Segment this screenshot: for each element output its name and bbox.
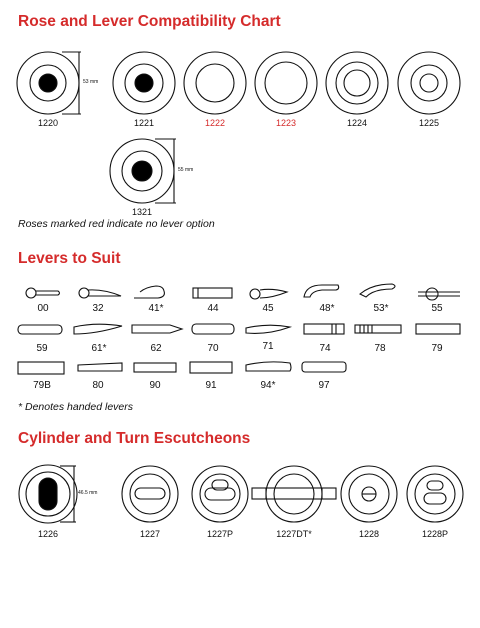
escutcheon-label-1227: 1227: [139, 529, 161, 539]
escutcheon-label-1228P: 1228P: [421, 529, 449, 539]
lever-90-drawing: [134, 363, 176, 372]
lever-label-59: 59: [36, 343, 48, 354]
lever-48-drawing: [304, 285, 339, 297]
lever-79B-drawing: [18, 362, 64, 374]
rose-chart-heading: Rose and Lever Compatibility Chart: [18, 13, 281, 30]
escutcheon-label-1227DT: 1227DT*: [276, 529, 312, 539]
lever-79-drawing: [416, 324, 460, 334]
lever-label-32: 32: [92, 303, 104, 314]
escutcheon-1227-drawing: [122, 466, 178, 522]
rose-1222-drawing: [184, 52, 246, 114]
lever-00-drawing: [26, 288, 60, 298]
lever-label-70: 70: [207, 343, 219, 354]
escutcheon-1226-drawing: [19, 465, 77, 523]
lever-80-drawing: [78, 363, 122, 371]
lever-label-74: 74: [319, 343, 331, 354]
lever-59-drawing: [18, 325, 62, 334]
escutcheon-label-1228: 1228: [358, 529, 380, 539]
lever-71-drawing: [246, 325, 290, 333]
escutcheon-label-1226: 1226: [37, 529, 59, 539]
lever-label-94: 94*: [260, 380, 276, 391]
lever-78-drawing: [355, 325, 401, 333]
lever-label-71: 71: [262, 341, 274, 352]
lever-91-drawing: [190, 362, 232, 373]
levers-heading: Levers to Suit: [18, 250, 121, 267]
rose-label-1321: 1321: [131, 207, 153, 217]
rose-1220-drawing: [17, 52, 81, 114]
lever-94-drawing: [246, 362, 291, 371]
rose-1225-drawing: [398, 52, 460, 114]
lever-label-00: 00: [37, 303, 49, 314]
escutcheon-1228-drawing: [341, 466, 397, 522]
rose-label-1222: 1222: [204, 118, 226, 128]
lever-label-97: 97: [318, 380, 330, 391]
lever-label-79: 79: [431, 343, 443, 354]
rose-1321-drawing: [110, 139, 176, 203]
lever-62-drawing: [132, 325, 182, 333]
lever-note: * Denotes handed levers: [18, 401, 133, 413]
lever-70-drawing: [192, 324, 234, 334]
escutcheon-dimension-label: 46.5 mm: [78, 490, 98, 496]
lever-label-44: 44: [207, 303, 219, 314]
rose-label-1224: 1224: [346, 118, 368, 128]
lever-label-45: 45: [262, 303, 274, 314]
lever-label-62: 62: [150, 343, 162, 354]
rose-note: Roses marked red indicate no lever option: [18, 218, 215, 230]
rose-label-1220: 1220: [37, 118, 59, 128]
escutcheon-1228P-drawing: [407, 466, 463, 522]
lever-label-79B: 79B: [33, 380, 51, 391]
lever-53-drawing: [360, 284, 395, 297]
lever-97-drawing: [302, 362, 346, 372]
escutcheon-label-1227P: 1227P: [206, 529, 234, 539]
rose-dimension-label: 53 mm: [83, 79, 99, 85]
rose-label-1221: 1221: [133, 118, 155, 128]
lever-label-78: 78: [374, 343, 386, 354]
lever-74-drawing: [304, 324, 344, 334]
lever-label-91: 91: [205, 380, 217, 391]
lever-label-48: 48*: [319, 303, 335, 314]
lever-44-drawing: [193, 288, 232, 298]
rose-1224-drawing: [326, 52, 388, 114]
lever-label-90: 90: [149, 380, 161, 391]
lever-41-drawing: [134, 286, 164, 298]
lever-45-drawing: [250, 289, 287, 299]
rose-large-dimension-label: 55 mm: [178, 167, 194, 173]
rose-1223-drawing: [255, 52, 317, 114]
escutcheon-1227P-drawing: [192, 466, 248, 522]
lever-label-80: 80: [92, 380, 104, 391]
lever-label-55: 55: [431, 303, 443, 314]
escutcheon-1227DT-drawing: [252, 466, 336, 522]
rose-label-1225: 1225: [418, 118, 440, 128]
lever-55-drawing: [418, 288, 460, 300]
lever-label-41: 41*: [148, 303, 164, 314]
lever-label-61: 61*: [91, 343, 107, 354]
escutcheons-heading: Cylinder and Turn Escutcheons: [18, 430, 251, 447]
rose-label-1223: 1223: [275, 118, 297, 128]
lever-61-drawing: [74, 324, 122, 334]
lever-32-drawing: [79, 288, 121, 298]
rose-1221-drawing: [113, 52, 175, 114]
lever-label-53: 53*: [373, 303, 389, 314]
